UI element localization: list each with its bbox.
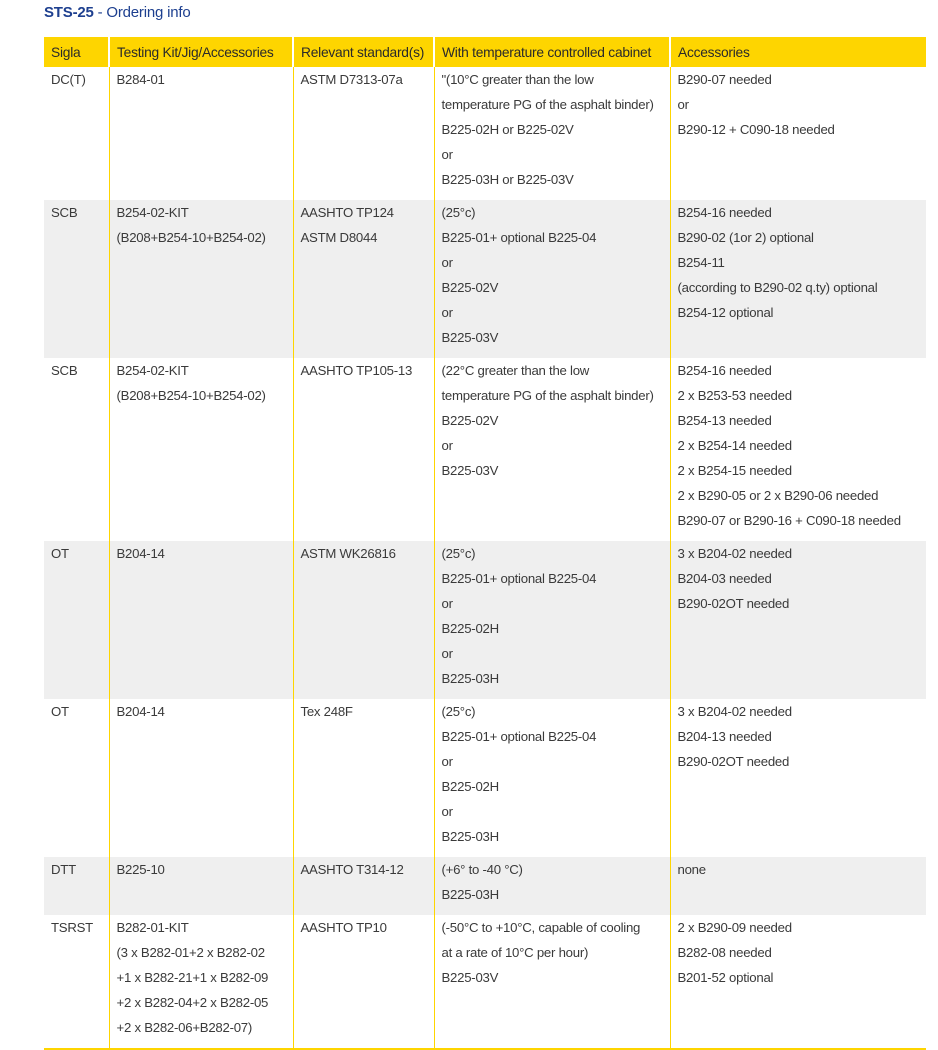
cell-line: B225-01+ optional B225-04 xyxy=(441,729,597,744)
cell-standard xyxy=(293,915,434,1049)
cell-line: OT xyxy=(51,704,69,719)
cell-accessories xyxy=(670,857,926,915)
cell-line: "(10°C greater than the low xyxy=(441,72,594,87)
cell-standard xyxy=(293,358,434,541)
ordering-table xyxy=(44,37,926,1050)
cell-line: B225-03V xyxy=(441,970,499,985)
column-header-accessories: Accessories xyxy=(670,37,926,67)
cell-cabinet xyxy=(434,915,670,1049)
cell-line: B225-01+ optional B225-04 xyxy=(441,571,597,586)
table-body xyxy=(44,67,926,1049)
cell-line: B254-11 xyxy=(677,255,725,270)
table-header-row xyxy=(44,37,926,67)
cell-kit xyxy=(109,200,293,358)
cell-line: (+6° to -40 °C) xyxy=(441,862,523,877)
cell-accessories xyxy=(670,541,926,699)
cell-line: or xyxy=(441,646,453,661)
cell-line: B290-02 (1or 2) optional xyxy=(677,230,814,245)
cell-sigla xyxy=(44,200,109,358)
cell-standard xyxy=(293,699,434,857)
table-row xyxy=(44,67,926,200)
cell-cabinet xyxy=(434,358,670,541)
cell-line: B225-03V xyxy=(441,330,499,345)
cell-line: temperature PG of the asphalt binder) xyxy=(441,388,654,403)
cell-line: B282-08 needed xyxy=(677,945,772,960)
cell-line: B225-02V xyxy=(441,413,499,428)
cell-line: or xyxy=(441,255,453,270)
cell-line: B290-12 + C090-18 needed xyxy=(677,122,835,137)
cell-line: B254-16 needed xyxy=(677,363,772,378)
cell-line: at a rate of 10°C per hour) xyxy=(441,945,589,960)
cell-line: B254-16 needed xyxy=(677,205,772,220)
cell-line: B254-12 optional xyxy=(677,305,774,320)
cell-line: 3 x B204-02 needed xyxy=(677,546,792,561)
cell-line: 2 x B254-15 needed xyxy=(677,463,792,478)
cell-line: (25°c) xyxy=(441,704,476,719)
page-subtitle: - Ordering info xyxy=(93,4,191,21)
cell-line: B290-02OT needed xyxy=(677,754,790,769)
cell-line: B204-14 xyxy=(116,704,165,719)
cell-accessories xyxy=(670,200,926,358)
cell-standard xyxy=(293,67,434,200)
cell-cabinet xyxy=(434,67,670,200)
page-title xyxy=(44,3,191,23)
cell-line: SCB xyxy=(51,363,78,378)
cell-kit xyxy=(109,699,293,857)
cell-line: (B208+B254-10+B254-02) xyxy=(116,230,266,245)
cell-standard xyxy=(293,200,434,358)
cell-line: B225-02H or B225-02V xyxy=(441,122,574,137)
column-header-standard: Relevant standard(s) xyxy=(293,37,434,67)
cell-line: none xyxy=(677,862,706,877)
cell-sigla xyxy=(44,67,109,200)
cell-accessories xyxy=(670,915,926,1049)
cell-kit xyxy=(109,915,293,1049)
column-header-sigla: Sigla xyxy=(44,37,109,67)
cell-line: (-50°C to +10°C, capable of cooling xyxy=(441,920,641,935)
cell-line: 2 x B290-09 needed xyxy=(677,920,792,935)
cell-line: B225-03V xyxy=(441,463,499,478)
cell-line: B254-13 needed xyxy=(677,413,772,428)
column-header-kit: Testing Kit/Jig/Accessories xyxy=(109,37,293,67)
cell-line: B254-02-KIT xyxy=(116,205,189,220)
cell-line: or xyxy=(677,97,689,112)
cell-line: B290-07 needed xyxy=(677,72,772,87)
cell-line: ASTM D7313-07a xyxy=(300,72,403,87)
cell-line: temperature PG of the asphalt binder) xyxy=(441,97,654,112)
cell-line: B225-03H xyxy=(441,887,499,902)
cell-line: TSRST xyxy=(51,920,93,935)
cell-line: B225-03H xyxy=(441,671,499,686)
cell-line: (25°c) xyxy=(441,205,476,220)
cell-cabinet xyxy=(434,857,670,915)
cell-line: ASTM WK26816 xyxy=(300,546,396,561)
table-row xyxy=(44,200,926,358)
cell-line: (according to B290-02 q.ty) optional xyxy=(677,280,878,295)
table-row xyxy=(44,358,926,541)
cell-line: or xyxy=(441,596,453,611)
cell-line: OT xyxy=(51,546,69,561)
cell-line: B204-03 needed xyxy=(677,571,772,586)
cell-line: SCB xyxy=(51,205,78,220)
cell-line: DC(T) xyxy=(51,72,86,87)
cell-line: +2 x B282-04+2 x B282-05 xyxy=(116,995,269,1010)
cell-sigla xyxy=(44,915,109,1049)
cell-cabinet xyxy=(434,200,670,358)
cell-line: AASHTO TP124 xyxy=(300,205,394,220)
cell-line: or xyxy=(441,305,453,320)
cell-line: B282-01-KIT xyxy=(116,920,189,935)
cell-line: B204-14 xyxy=(116,546,165,561)
cell-line: Tex 248F xyxy=(300,704,353,719)
cell-line: B254-02-KIT xyxy=(116,363,189,378)
cell-line: B225-02H xyxy=(441,621,499,636)
cell-line: B225-02H xyxy=(441,779,499,794)
cell-accessories xyxy=(670,699,926,857)
cell-accessories xyxy=(670,67,926,200)
cell-sigla xyxy=(44,358,109,541)
cell-line: B225-10 xyxy=(116,862,165,877)
cell-line: 2 x B253-53 needed xyxy=(677,388,792,403)
cell-line: ASTM D8044 xyxy=(300,230,378,245)
cell-line: or xyxy=(441,804,453,819)
cell-line: or xyxy=(441,754,453,769)
cell-line: B290-07 or B290-16 + C090-18 needed xyxy=(677,513,901,528)
cell-line: (25°c) xyxy=(441,546,476,561)
cell-line: AASHTO T314-12 xyxy=(300,862,404,877)
cell-cabinet xyxy=(434,699,670,857)
cell-accessories xyxy=(670,358,926,541)
cell-line: B225-01+ optional B225-04 xyxy=(441,230,597,245)
table-row xyxy=(44,857,926,915)
cell-line: (3 x B282-01+2 x B282-02 xyxy=(116,945,265,960)
cell-cabinet xyxy=(434,541,670,699)
table-row xyxy=(44,699,926,857)
cell-kit xyxy=(109,358,293,541)
product-code: STS-25 xyxy=(44,4,94,21)
cell-standard xyxy=(293,541,434,699)
table-row xyxy=(44,915,926,1049)
cell-line: or xyxy=(441,438,453,453)
cell-line: B204-13 needed xyxy=(677,729,772,744)
cell-sigla xyxy=(44,541,109,699)
cell-sigla xyxy=(44,857,109,915)
cell-line: AASHTO TP10 xyxy=(300,920,387,935)
cell-line: AASHTO TP105-13 xyxy=(300,363,413,378)
cell-line: B201-52 optional xyxy=(677,970,774,985)
cell-kit xyxy=(109,541,293,699)
cell-sigla xyxy=(44,699,109,857)
cell-kit xyxy=(109,67,293,200)
cell-line: 3 x B204-02 needed xyxy=(677,704,792,719)
column-header-cabinet: With temperature controlled cabinet xyxy=(434,37,670,67)
cell-line: B290-02OT needed xyxy=(677,596,790,611)
cell-kit xyxy=(109,857,293,915)
cell-line: 2 x B290-05 or 2 x B290-06 needed xyxy=(677,488,879,503)
cell-line: B225-02V xyxy=(441,280,499,295)
cell-line: B225-03H xyxy=(441,829,499,844)
cell-line: +1 x B282-21+1 x B282-09 xyxy=(116,970,269,985)
cell-line: 2 x B254-14 needed xyxy=(677,438,792,453)
cell-line: (22°C greater than the low xyxy=(441,363,590,378)
cell-line: or xyxy=(441,147,453,162)
cell-line: +2 x B282-06+B282-07) xyxy=(116,1020,253,1035)
cell-standard xyxy=(293,857,434,915)
table-row xyxy=(44,541,926,699)
cell-line: B284-01 xyxy=(116,72,165,87)
cell-line: DTT xyxy=(51,862,76,877)
cell-line: (B208+B254-10+B254-02) xyxy=(116,388,266,403)
cell-line: B225-03H or B225-03V xyxy=(441,172,574,187)
